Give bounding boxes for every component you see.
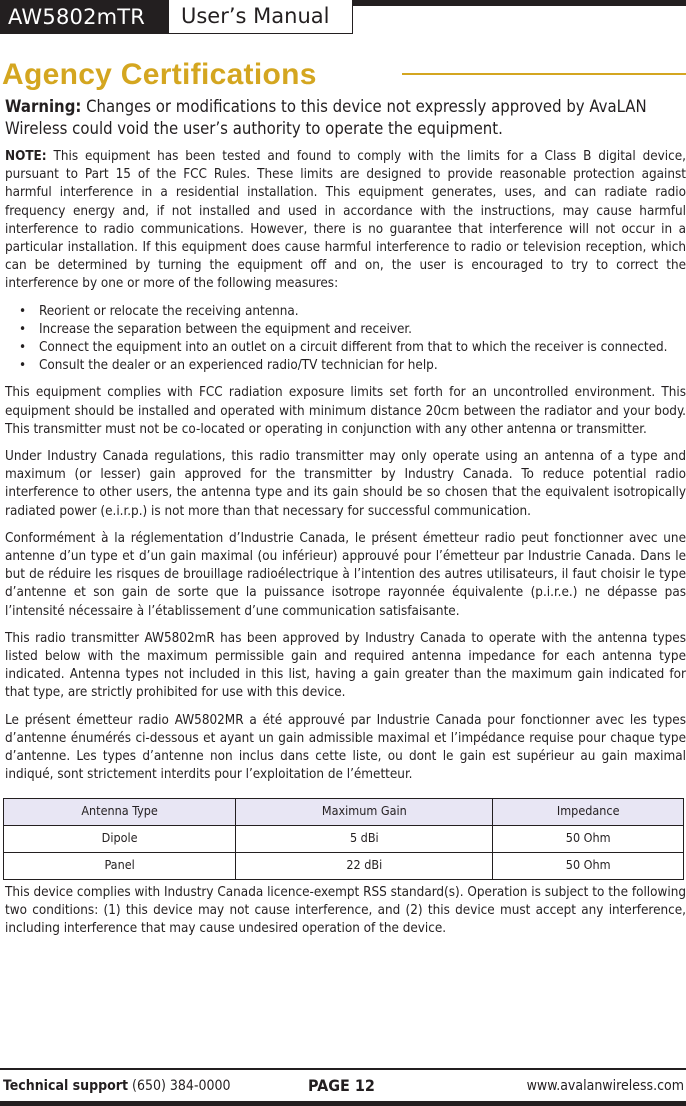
title-divider: [402, 73, 686, 75]
note-label: NOTE:: [5, 149, 47, 164]
warning-text: Changes or modiﬁcations to this device not expressly approved by AvaLAN Wireless could void the user’s authority to operate the equipment.: [5, 97, 647, 138]
table-cell: 22 dBi: [236, 852, 493, 879]
footer-bar: [0, 1101, 686, 1106]
approval-english-paragraph: This radio transmitter AW5802mR has been approved by Industry Canada to operate with the antenna types listed below with the maximum permissible gain and required antenna impedance for each antenna type indicated. Antenna types not included in this list, having a gain greater than the maximum gain indicated for that type, are strictly prohibited for use with this device.: [5, 630, 686, 701]
list-item: • Reorient or relocate the receiving antenna.: [39, 303, 686, 321]
rss-paragraph: This device complies with Industry Canada licence-exempt RSS standard(s). Operation is subject to the following two conditions: (1) this device may not cause interference, and (2) this device must accept any interference, including interference that may cause undesired operation of the device.: [5, 884, 686, 936]
warning-paragraph: [5, 96, 686, 139]
table-cell: Panel: [4, 852, 236, 879]
model-name: AW5802mTR: [0, 0, 168, 34]
support-label: Technical support: [3, 1078, 129, 1094]
document-body: [5, 96, 686, 947]
table-cell: 50 Ohm: [493, 825, 684, 852]
fcc-exposure-paragraph: This equipment complies with FCC radiation exposure limits set forth for an uncontrolled environment. This equipment should be installed and operated with minimum distance 20cm between the radiator and your body. This transmitter must not be co-located or operating in conjunction with any other antenna or transmitter.: [5, 385, 686, 437]
table-cell: Dipole: [4, 825, 236, 852]
approval-french-paragraph: Le présent émetteur radio AW5802MR a été approuvé par Industrie Canada pour fonctionner avec les types d’antenne énumérés ci-dessous et ayant un gain admissible maximal et l’impédance requise pour chaque type d’antenne. Les types d’antenne non inclus dans cette liste, ou dont le gain est supérieur au gain maximal indiqué, sont strictement interdits pour l’exploitation de l’émetteur.: [5, 712, 686, 783]
warning-label: Warning:: [5, 97, 82, 116]
footer-divider: [0, 1068, 686, 1070]
document-type-label: User’s Manual: [168, 0, 353, 34]
table-row: [4, 825, 684, 852]
column-header: Maximum Gain: [236, 798, 493, 825]
note-text: This equipment has been tested and found to comply with the limits for a Class B digital device, pursuant to Part 15 of the FCC Rules. These limits are designed to provide reasonable protection against harmful interference in a residential installation. This equipment generates, uses, and can radiate radio frequency energy and, if not installed and used in accordance with the instructions, may cause harmful interference to radio communications. However, there is no guarantee that interference will not occur in a particular installation. If this equipment does cause harmful interference to radio or television reception, which can be determined by turning the equipment oﬀ and on, the user is encouraged to try to correct the interference by one or more of the following measures:: [5, 149, 686, 292]
ic-french-paragraph: Conformément à la réglementation d’Industrie Canada, le présent émetteur radio peut fonctionner avec une antenne d’un type et d’un gain maximal (ou inférieur) approuvé pour l’émetteur par Industrie Canada. Dans le but de réduire les risques de brouillage radioélectrique à l’intention des autres utilisateurs, il faut choisir le type d’antenne et son gain de sorte que la puissance isotrope rayonnée équivalente (p.i.r.e.) ne dépasse pas l’intensité nécessaire à l’établissement d’une communication satisfaisante.: [5, 530, 686, 619]
page-footer: [3, 1076, 684, 1096]
website-link[interactable]: www.avalanwireless.com: [526, 1078, 684, 1094]
section-header: [0, 55, 686, 95]
table-row: [4, 852, 684, 879]
page-number: PAGE 12: [308, 1076, 375, 1095]
support-phone: (650) 384-0000: [128, 1078, 231, 1094]
list-item: • Increase the separation between the equipment and receiver.: [39, 321, 686, 339]
ic-english-paragraph: Under Industry Canada regulations, this radio transmitter may only operate using an antenna of a type and maximum (or lesser) gain approved for the transmitter by Industry Canada. To reduce potential radio interference to other users, the antenna type and its gain should be so chosen that the equivalent isotropically radiated power (e.i.r.p.) is not more than that necessary for successful communication.: [5, 449, 686, 519]
table-header-row: [4, 798, 684, 825]
table-cell: 5 dBi: [236, 825, 493, 852]
list-item: • Consult the dealer or an experienced radio/TV technician for help.: [39, 357, 686, 375]
column-header: Antenna Type: [4, 798, 236, 825]
antenna-table: [3, 798, 684, 880]
measures-list: [5, 303, 686, 376]
technical-support: [3, 1076, 231, 1096]
column-header: Impedance: [493, 798, 684, 825]
page-title: Agency Certifications: [2, 58, 317, 91]
table-cell: 50 Ohm: [493, 852, 684, 879]
note-paragraph: [5, 148, 686, 294]
list-item: • Connect the equipment into an outlet on a circuit diﬀerent from that to which the receiver is connected.: [39, 339, 686, 357]
